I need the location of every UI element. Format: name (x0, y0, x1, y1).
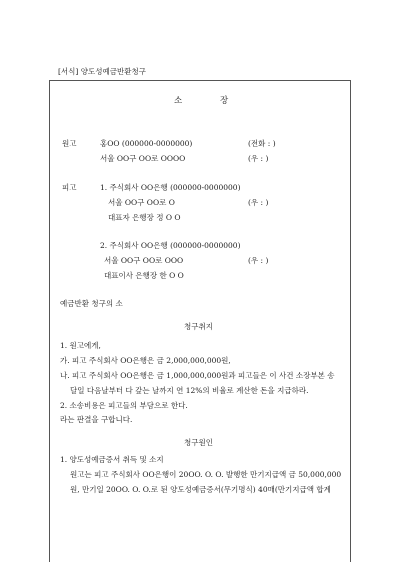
defendant-2-name: 2. 주식회사 OO은행 (000000-0000000) (100, 241, 241, 250)
claim-cause-line-1: 1. 양도성예금증서 취득 및 소지 (60, 455, 164, 464)
defendant-1-postal: (우 : ) (248, 198, 269, 207)
defendant-1-rep: 대표자 은행장 정 O O (108, 213, 181, 222)
defendant-2-rep: 대표이사 은행장 한 O O (104, 271, 184, 280)
claim-purpose-line-2: 가. 피고 주식회사 OO은행은 금 2,000,000,000원, (60, 356, 231, 365)
doc-title-left: 소 (174, 96, 183, 106)
plaintiff-postal: (우 : ) (248, 154, 269, 163)
plaintiff-label: 원고 (62, 139, 77, 148)
claim-purpose-line-3: 나. 피고 주식회사 OO은행은 금 1,000,000,000원과 피고들은 이 사건 소장부본 송 (60, 371, 335, 380)
defendant-2-address: 서울 OO구 OO로 OOO (104, 256, 184, 265)
plaintiff-phone: (전화 : ) (248, 139, 276, 148)
plaintiff-name: 홍OO (000000-0000000) (100, 139, 193, 148)
claim-purpose-line-4: 달일 다음날부터 다 갚는 날까지 연 12%의 비율로 계산한 돈을 지급하라. (70, 386, 309, 395)
claim-cause-line-3: 원, 만기일 20OO. O. O.로 된 양도성예금증서(무기명식) 40매(만기지급액 합계 (70, 485, 331, 494)
plaintiff-address: 서울 OO구 OO로 OOOO (100, 154, 186, 163)
case-name: 예금반환 청구의 소 (60, 299, 123, 308)
defendant-1-name: 1. 주식회사 OO은행 (000000-0000000) (100, 183, 241, 192)
claim-purpose-heading: 청구취지 (184, 322, 213, 331)
defendant-label: 피고 (62, 183, 77, 192)
form-caption: [서식] 양도성예금반환청구 (58, 67, 146, 76)
claim-cause-line-2: 원고는 피고 주식회사 OO은행이 20OO. O. O. 발행한 만기지급액 금 50,000,000 (70, 470, 342, 479)
claim-purpose-line-5: 2. 소송비용은 피고들의 부담으로 한다. (60, 401, 188, 410)
defendant-2-postal: (우 : ) (248, 256, 269, 265)
defendant-1-address: 서울 OO구 OO로 O (108, 198, 175, 207)
claim-purpose-line-1: 1. 원고에게, (60, 341, 101, 350)
claim-purpose-line-6: 라는 판결을 구합니다. (60, 415, 133, 424)
complaint-document (49, 80, 351, 562)
doc-title-right: 장 (220, 96, 229, 106)
claim-cause-heading: 청구원인 (184, 438, 213, 447)
